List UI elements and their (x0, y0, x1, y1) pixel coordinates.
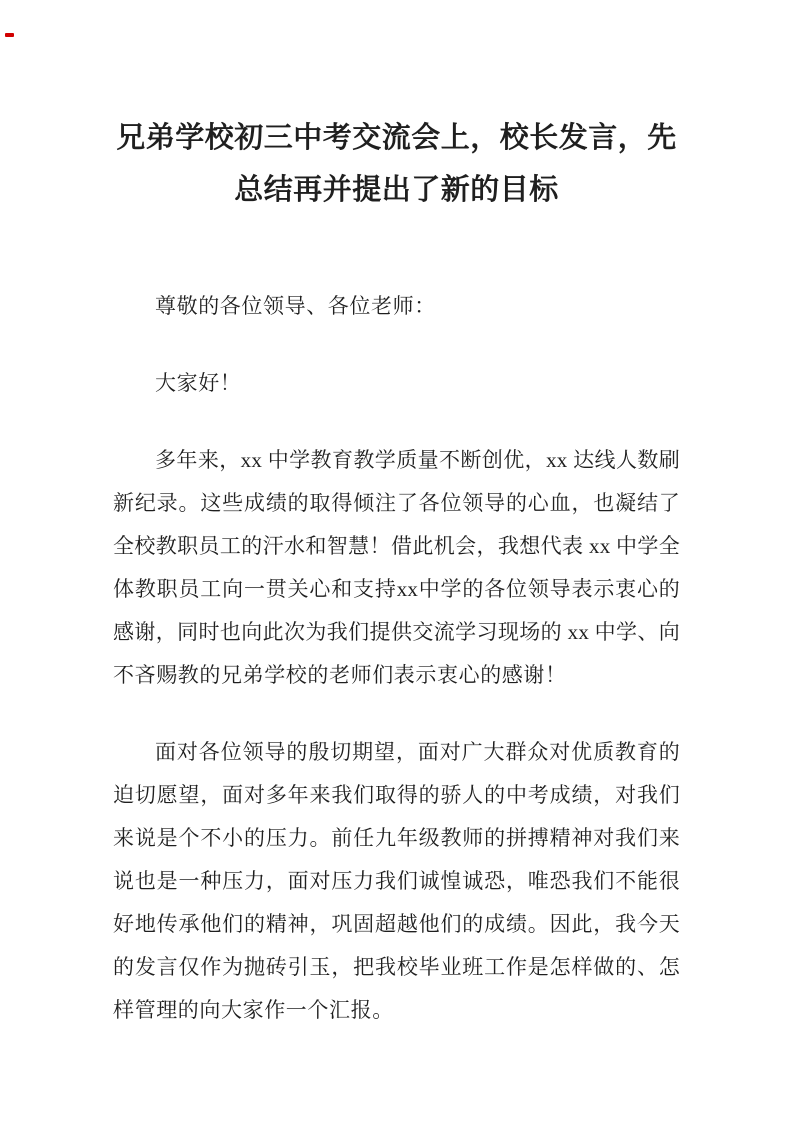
paragraph-line: 全校教职员工的汗水和智慧！借此机会，我想代表 xx 中学全 (113, 534, 680, 558)
paragraph-line: 大家好！ (155, 371, 242, 395)
paragraph-line: 的发言仅作为抛砖引玉，把我校毕业班工作是怎样做的、怎 (113, 955, 680, 979)
paragraph (113, 285, 680, 328)
paragraph-line: 好地传承他们的精神，巩固超越他们的成绩。因此，我今天 (113, 912, 680, 936)
paragraph-line: 样管理的向大家作一个汇报。 (113, 998, 394, 1022)
paragraph (113, 731, 680, 1032)
paragraph-line: 感谢，同时也向此次为我们提供交流学习现场的 xx 中学、向 (113, 620, 680, 644)
document-title (0, 0, 793, 216)
paragraph-line: 尊敬的各位领导、各位老师： (155, 294, 436, 318)
paragraph-line: 来说是个不小的压力。前任九年级教师的拼搏精神对我们来 (113, 826, 680, 850)
paragraph-line: 新纪录。这些成绩的取得倾注了各位领导的心血，也凝结了 (113, 491, 680, 515)
paragraph-line: 体教职员工向一贯关心和支持xx中学的各位领导表示衷心的 (113, 577, 680, 601)
document-body (113, 216, 680, 1032)
title-line: 兄弟学校初三中考交流会上，校长发言，先 (116, 122, 677, 154)
paragraph (113, 439, 680, 697)
red-mark (5, 33, 14, 37)
title-line: 总结再并提出了新的目标 (234, 174, 559, 206)
paragraph-line: 说也是一种压力，面对压力我们诚惶诚恐，唯恐我们不能很 (113, 869, 680, 893)
paragraph-line: 迫切愿望，面对多年来我们取得的骄人的中考成绩，对我们 (113, 783, 680, 807)
paragraph-line: 多年来，xx 中学教育教学质量不断创优，xx 达线人数刷 (155, 448, 680, 472)
paragraph-line: 不吝赐教的兄弟学校的老师们表示衷心的感谢！ (113, 663, 567, 687)
paragraph (113, 362, 680, 405)
paragraph-line: 面对各位领导的殷切期望，面对广大群众对优质教育的 (155, 740, 680, 764)
